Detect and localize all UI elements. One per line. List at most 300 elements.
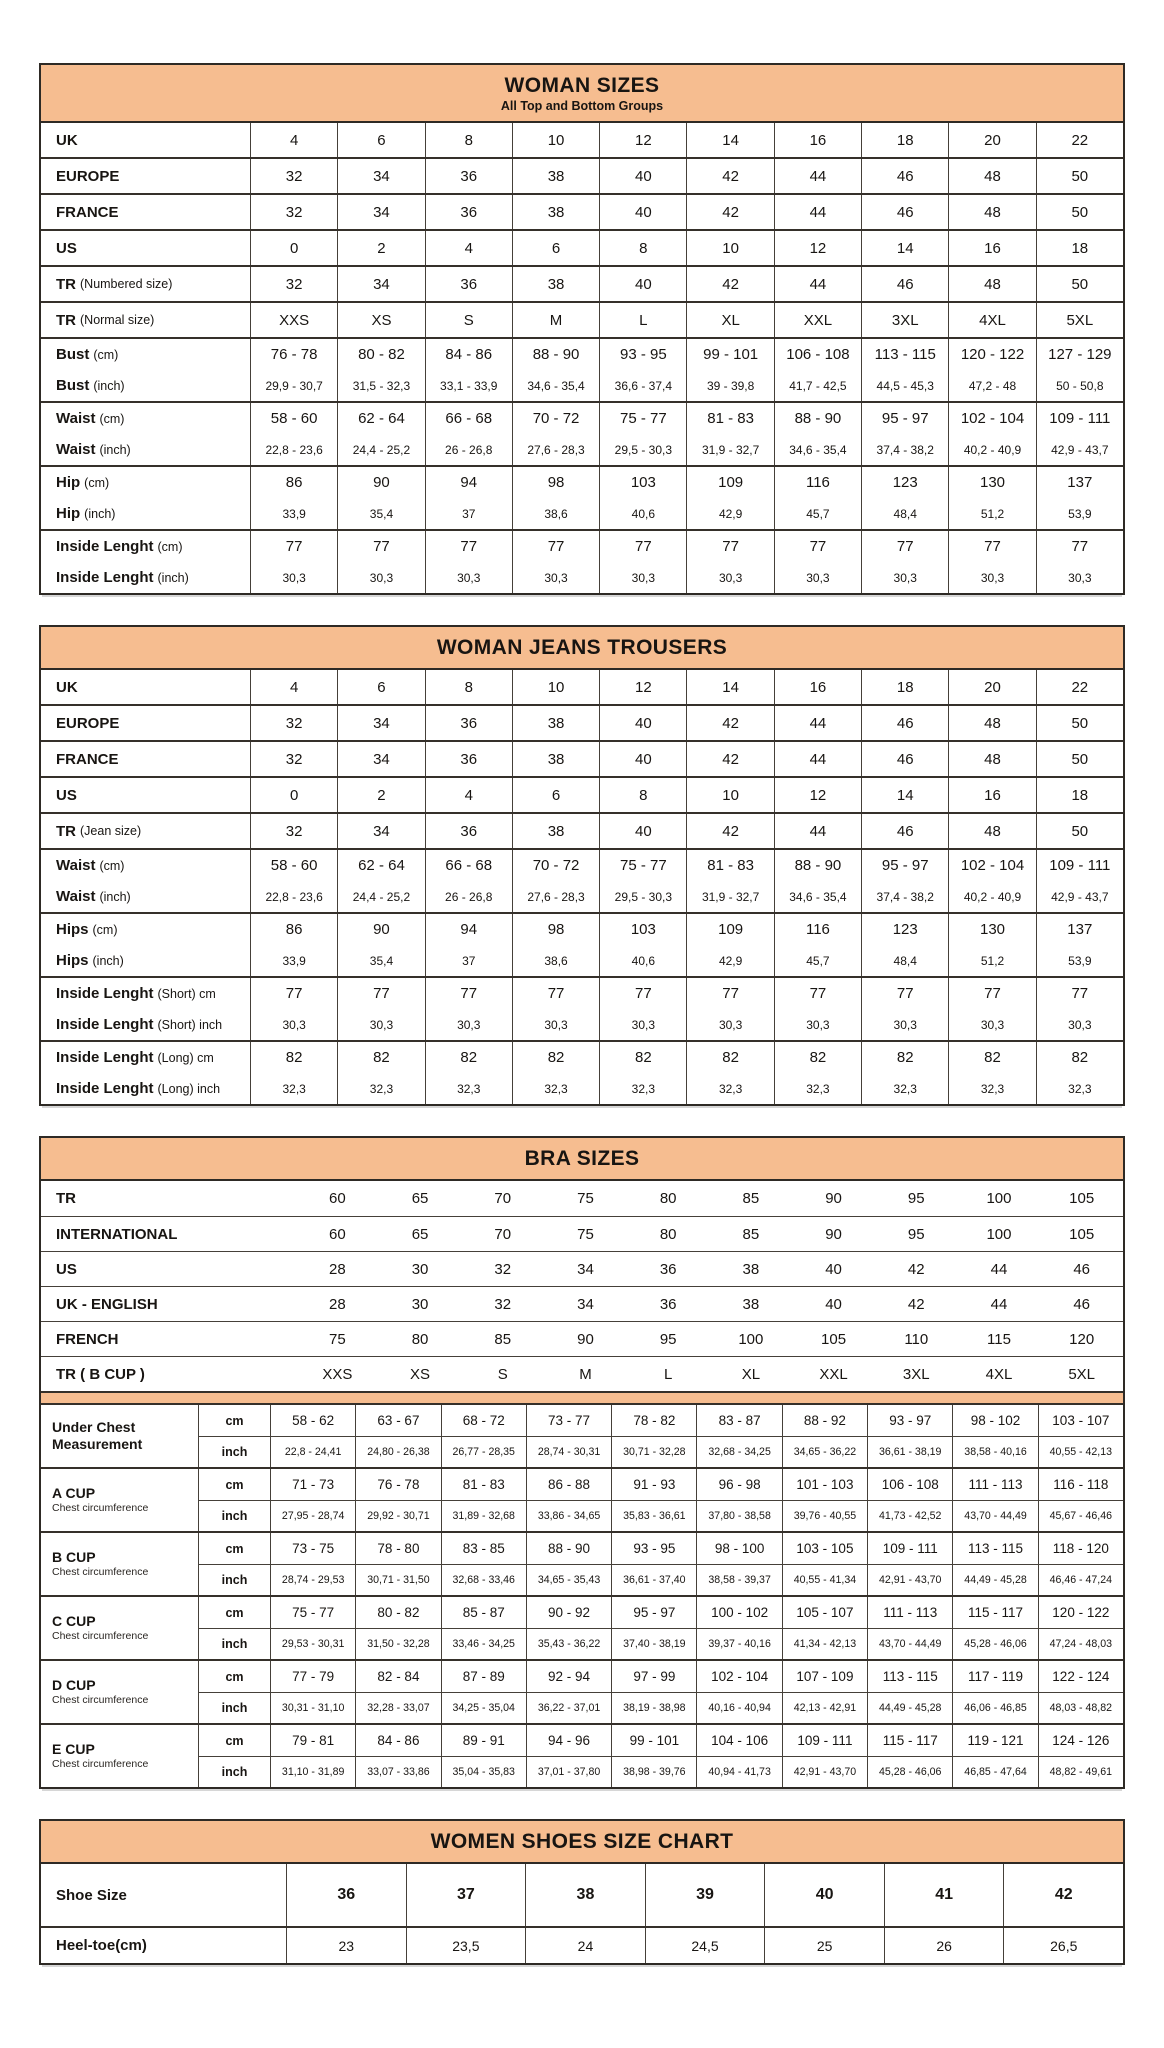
size-value: 60 — [329, 1225, 346, 1243]
size-value: 88 - 90 — [527, 1533, 612, 1564]
size-column — [600, 339, 687, 401]
size-column — [687, 467, 774, 529]
cup-rows — [199, 1661, 1123, 1723]
size-value: 40 — [634, 203, 652, 221]
size-column — [338, 467, 425, 529]
size-value: 34,6 - 35,4 — [527, 378, 585, 393]
size-value: 98 — [547, 921, 565, 938]
size-value: 105 — [821, 1330, 847, 1348]
size-value: 32,3 — [282, 1081, 306, 1096]
size-value: 94 — [460, 921, 478, 938]
size-value: 44 — [990, 1295, 1008, 1313]
size-value: 90 — [825, 1190, 842, 1207]
size-value: 43,70 - 44,49 — [953, 1501, 1038, 1531]
size-value: 26 - 26,8 — [445, 889, 493, 904]
size-value: 82 — [722, 1049, 739, 1066]
size-value: 83 - 87 — [697, 1405, 782, 1436]
size-column — [1037, 267, 1123, 301]
size-value: 94 — [460, 474, 478, 491]
size-value: 78 - 80 — [356, 1533, 441, 1564]
size-value: 40,55 - 42,13 — [1049, 1446, 1113, 1458]
size-value: 39 - 39,8 — [706, 378, 755, 393]
size-column — [949, 670, 1036, 704]
shoes-size-title: WOMEN SHOES SIZE CHART — [430, 1830, 734, 1853]
size-column — [251, 778, 338, 812]
size-value: 40 — [825, 1295, 842, 1313]
size-value: 50 — [1071, 750, 1089, 768]
size-value: 32,3 — [369, 1081, 394, 1096]
size-value: 37 — [462, 953, 476, 968]
size-value: 8 — [639, 786, 648, 804]
size-value: 46 — [896, 822, 914, 840]
size-value: 34,65 - 36,22 — [783, 1437, 868, 1467]
size-value: 38 — [547, 275, 565, 293]
size-value: 30,3 — [369, 570, 394, 585]
size-value: 36 — [659, 1260, 677, 1278]
size-column — [600, 467, 687, 529]
row-label-text: TR (Normal size) — [56, 311, 155, 329]
size-value: 31,10 - 31,89 — [271, 1757, 356, 1787]
size-value: 65 — [411, 1190, 429, 1207]
size-column — [338, 670, 425, 704]
size-value: 40 — [764, 1864, 884, 1926]
size-column — [687, 123, 774, 157]
size-value: 44 — [809, 275, 827, 293]
size-column — [862, 706, 949, 740]
row-label — [41, 706, 251, 740]
size-value: 28 — [329, 1260, 346, 1278]
size-value: 29,5 - 30,3 — [614, 889, 673, 904]
size-value: 86 — [285, 474, 303, 491]
row-label — [41, 670, 251, 704]
size-column — [775, 231, 862, 265]
size-column — [1037, 403, 1123, 465]
size-value: 48 — [984, 275, 1001, 293]
size-column — [426, 159, 513, 193]
size-value: 14 — [722, 678, 739, 696]
size-value: 103 — [630, 474, 656, 491]
size-value: 42,9 - 43,7 — [1051, 889, 1109, 904]
size-value: 3XL — [902, 1365, 930, 1383]
jeans-trousers-body — [41, 670, 1123, 1104]
size-column — [600, 670, 687, 704]
size-row-group — [41, 529, 1123, 593]
size-column — [600, 814, 687, 848]
size-column — [862, 403, 949, 465]
size-value: 60 — [329, 1190, 346, 1207]
size-row-group — [41, 465, 1123, 529]
size-value: 85 — [494, 1330, 512, 1348]
size-value: 48,4 — [893, 506, 917, 521]
size-value: 77 — [1071, 538, 1089, 555]
size-value: 30,3 — [1068, 1017, 1092, 1032]
size-column — [949, 123, 1036, 157]
row-label-text: TR (Numbered size) — [56, 275, 173, 293]
size-value: 14 — [722, 131, 739, 149]
size-column — [687, 670, 774, 704]
size-value: 33,07 - 33,86 — [356, 1757, 441, 1787]
row-label — [41, 814, 251, 848]
cup-label-text: A CUP — [52, 1485, 96, 1501]
size-value: 6 — [551, 239, 561, 257]
bra-conversion-row — [41, 1181, 1123, 1216]
cup-label-text: E CUP — [52, 1741, 95, 1757]
size-value: 98 - 102 — [953, 1405, 1038, 1436]
size-value: 22,8 - 24,41 — [271, 1437, 356, 1467]
size-value: L — [663, 1365, 673, 1383]
size-column — [513, 339, 600, 401]
size-value: 35,4 — [369, 506, 394, 521]
size-value: 18 — [1071, 786, 1089, 804]
row-label — [41, 742, 251, 776]
size-value: XXS — [279, 311, 310, 329]
shoe-size-row — [41, 1864, 1123, 1926]
size-value: 30,3 — [457, 570, 481, 585]
size-value: 44 — [809, 203, 827, 221]
size-value: 26,5 — [1003, 1928, 1123, 1963]
size-value: 42,91 - 43,70 — [868, 1565, 953, 1595]
size-value: 87 - 89 — [442, 1661, 527, 1692]
size-column — [949, 467, 1036, 529]
size-value: 30,3 — [718, 570, 743, 585]
size-column — [687, 814, 774, 848]
size-value: 75 - 77 — [619, 410, 667, 427]
size-value: 42,91 - 43,70 — [783, 1757, 868, 1787]
size-value: 35,43 - 36,22 — [527, 1629, 612, 1659]
unit-label: cm — [199, 1533, 271, 1564]
size-column — [687, 742, 774, 776]
size-value: 6 — [551, 786, 561, 804]
row-label: Heel-toe (cm) — [56, 1937, 147, 1954]
size-value: XS — [410, 1365, 431, 1383]
size-column — [687, 195, 774, 229]
size-value: 30,3 — [980, 1017, 1005, 1032]
size-value: 30,3 — [544, 570, 568, 585]
row-label-text: FRANCE — [56, 203, 119, 221]
size-value: 10 — [722, 786, 739, 804]
size-value: 75 - 77 — [619, 857, 667, 874]
size-column — [251, 467, 338, 529]
row-label-text: Bust (cm) — [56, 346, 119, 363]
row-label: US — [56, 1260, 77, 1278]
size-value: 45,7 — [806, 953, 830, 968]
size-column — [949, 267, 1036, 301]
size-value: 34 — [373, 167, 390, 185]
size-column — [862, 267, 949, 301]
size-value: 42,13 - 42,91 — [783, 1693, 868, 1723]
row-label-text: Inside Lenght (Short) inch — [56, 1016, 223, 1033]
size-value: 46 — [896, 203, 914, 221]
size-value: 22 — [1071, 678, 1089, 696]
size-column — [251, 123, 338, 157]
size-value: 48,82 - 49,61 — [1049, 1766, 1113, 1778]
size-value: 109 - 111 — [1049, 857, 1111, 874]
row-label-text: Inside Lenght (inch) — [56, 569, 189, 586]
size-value: 34,6 - 35,4 — [789, 889, 847, 904]
size-column — [949, 159, 1036, 193]
size-column — [513, 850, 600, 912]
size-value: M — [579, 1365, 592, 1383]
size-value: 28 — [329, 1295, 346, 1313]
size-row-group — [41, 740, 1123, 776]
size-column — [775, 914, 862, 976]
size-value: XS — [371, 311, 392, 329]
size-value: 5XL — [1068, 1365, 1096, 1383]
size-value: 16 — [984, 786, 1001, 804]
size-column — [251, 914, 338, 976]
size-value: 32,3 — [893, 1081, 917, 1096]
woman-sizes-body — [41, 123, 1123, 593]
size-value: 93 - 95 — [619, 346, 667, 363]
size-value: 36,22 - 37,01 — [527, 1693, 612, 1723]
size-value: 26,77 - 28,35 — [442, 1437, 527, 1467]
size-value: 40,55 - 41,34 — [783, 1565, 868, 1595]
size-value: 26 - 26,8 — [445, 442, 493, 457]
size-value: 41,34 - 42,13 — [783, 1629, 868, 1659]
size-value: 46,85 - 47,64 — [953, 1757, 1038, 1787]
size-value: 90 — [825, 1225, 842, 1243]
size-value: 137 — [1067, 921, 1093, 938]
size-column — [775, 267, 862, 301]
size-column — [426, 195, 513, 229]
size-column — [949, 814, 1036, 848]
cup-label-text: C CUP — [52, 1613, 96, 1629]
size-column — [426, 403, 513, 465]
size-value: 37,4 - 38,2 — [876, 442, 934, 457]
size-row-group — [41, 704, 1123, 740]
row-label-text: Hip (inch) — [56, 505, 116, 522]
size-row-group — [41, 976, 1123, 1040]
size-value: 30,3 — [1068, 570, 1092, 585]
size-value: 99 - 101 — [703, 346, 759, 363]
cup-measurement-row — [199, 1661, 1123, 1692]
size-column — [338, 231, 425, 265]
size-value: 105 - 107 — [783, 1597, 868, 1628]
size-value: 73 - 77 — [527, 1405, 612, 1436]
unit-label: inch — [199, 1629, 271, 1659]
size-column — [949, 978, 1036, 1040]
size-value: 40 — [634, 275, 652, 293]
size-value: 28,74 - 29,53 — [271, 1565, 356, 1595]
row-label — [41, 914, 251, 976]
size-column — [600, 914, 687, 976]
unit-label: cm — [199, 1597, 271, 1628]
size-value: 66 - 68 — [445, 857, 493, 874]
size-value: 30,71 - 32,28 — [612, 1437, 697, 1467]
size-value: 32 — [494, 1295, 512, 1313]
size-value: 80 — [659, 1190, 677, 1207]
size-value: 106 - 108 — [786, 346, 850, 363]
row-label-text: Inside Lenght (Short) cm — [56, 985, 216, 1002]
row-label: TR — [56, 1190, 76, 1207]
size-value: 93 - 95 — [612, 1533, 697, 1564]
size-column — [862, 531, 949, 593]
size-value: 42 — [722, 822, 739, 840]
size-value: 6 — [377, 678, 386, 696]
size-value: 76 - 78 — [356, 1469, 441, 1500]
size-value: 82 — [1071, 1049, 1089, 1066]
size-value: 22,8 - 23,6 — [265, 442, 323, 457]
size-value: 24,4 - 25,2 — [352, 889, 411, 904]
size-value: 24,80 - 26,38 — [356, 1437, 441, 1467]
size-row-group — [41, 229, 1123, 265]
size-value: 42,9 — [718, 506, 743, 521]
size-value: 38 — [547, 750, 565, 768]
size-value: L — [639, 311, 648, 329]
size-value: 4XL — [985, 1365, 1013, 1383]
size-value: 32 — [285, 750, 303, 768]
size-value: 82 — [984, 1049, 1001, 1066]
row-label — [41, 467, 251, 529]
size-value: 29,92 - 30,71 — [356, 1501, 441, 1531]
size-value: 81 - 83 — [442, 1469, 527, 1500]
size-column — [338, 339, 425, 401]
size-column — [687, 531, 774, 593]
size-value: 82 — [285, 1049, 303, 1066]
size-value: 20 — [984, 678, 1001, 696]
size-row-group — [41, 812, 1123, 848]
size-column — [600, 267, 687, 301]
size-value: 76 - 78 — [270, 346, 318, 363]
size-column — [862, 1042, 949, 1104]
size-value: XXL — [803, 311, 833, 329]
row-label-text: UK — [56, 131, 78, 149]
cup-rows — [199, 1725, 1123, 1787]
size-value: 100 — [738, 1330, 764, 1348]
row-label — [41, 159, 251, 193]
size-value: 77 — [460, 985, 478, 1002]
cup-label-text: D CUP — [52, 1677, 96, 1693]
size-column — [513, 978, 600, 1040]
size-column — [862, 231, 949, 265]
size-column — [775, 195, 862, 229]
size-value: 36 — [286, 1864, 406, 1926]
size-value: 40,2 - 40,9 — [963, 889, 1022, 904]
size-value: 6 — [377, 131, 386, 149]
size-column — [949, 531, 1036, 593]
size-value: 40 — [634, 167, 652, 185]
size-value: 30 — [411, 1295, 429, 1313]
size-column — [775, 159, 862, 193]
size-value: 77 — [547, 538, 565, 555]
size-value: 22 — [1071, 131, 1089, 149]
size-value: 109 - 111 — [1049, 410, 1111, 427]
size-value: 32,28 - 33,07 — [356, 1693, 441, 1723]
size-value: 130 — [980, 921, 1006, 938]
size-value: 29,5 - 30,3 — [614, 442, 673, 457]
size-value: 105 — [1069, 1225, 1095, 1243]
size-value: 95 — [907, 1225, 925, 1243]
row-label-text: Hip (cm) — [56, 474, 110, 491]
size-column — [513, 267, 600, 301]
size-value: 34,65 - 35,43 — [527, 1565, 612, 1595]
size-value: 36 — [460, 275, 478, 293]
size-column — [426, 267, 513, 301]
row-label-text: Hips (cm) — [56, 921, 118, 938]
size-value: 33,9 — [282, 953, 306, 968]
size-column — [426, 978, 513, 1040]
size-value: 32,3 — [980, 1081, 1005, 1096]
size-value: 123 — [892, 921, 918, 938]
row-label — [41, 267, 251, 301]
size-column — [775, 978, 862, 1040]
size-column — [338, 123, 425, 157]
size-value: 45,28 - 46,06 — [868, 1757, 953, 1787]
size-value: 33,9 — [282, 506, 306, 521]
size-row-group — [41, 401, 1123, 465]
size-value: 32 — [285, 275, 303, 293]
size-value: S — [497, 1365, 508, 1383]
size-column — [687, 303, 774, 337]
size-value: 77 — [285, 538, 303, 555]
cup-label — [41, 1533, 199, 1595]
size-value: 42 — [722, 714, 739, 732]
size-value: 3XL — [891, 311, 919, 329]
size-column — [775, 778, 862, 812]
cup-sublabel-text: Chest circumference — [52, 1566, 149, 1578]
cup-measurement-row — [199, 1628, 1123, 1659]
size-value: 80 — [411, 1330, 429, 1348]
woman-sizes-table — [39, 63, 1125, 595]
size-column — [426, 531, 513, 593]
row-label-text: Waist (cm) — [56, 857, 125, 874]
shoes-size-table — [39, 1819, 1125, 1965]
size-value: 41,7 - 42,5 — [789, 378, 847, 393]
row-label — [41, 195, 251, 229]
row-label-text: UK — [56, 678, 78, 696]
size-value: 38 — [547, 822, 565, 840]
size-value: 30,3 — [980, 570, 1005, 585]
size-value: 35,4 — [369, 953, 394, 968]
size-value: 75 - 77 — [271, 1597, 356, 1628]
size-row-group — [41, 848, 1123, 912]
size-value: 18 — [896, 131, 914, 149]
size-value: 116 — [805, 474, 830, 491]
size-value: 22,8 - 23,6 — [265, 889, 323, 904]
bra-sizes-title: BRA SIZES — [524, 1147, 640, 1170]
size-value: 58 - 62 — [271, 1405, 356, 1436]
size-value: 10 — [547, 131, 565, 149]
size-value: 80 - 82 — [358, 346, 405, 363]
size-value: 37,4 - 38,2 — [876, 889, 934, 904]
size-value: 8 — [464, 678, 473, 696]
size-value: 50 — [1071, 275, 1089, 293]
size-value: 42 — [722, 167, 739, 185]
size-value: 37 — [406, 1864, 526, 1926]
size-value: 83 - 85 — [442, 1533, 527, 1564]
size-value: 12 — [809, 786, 827, 804]
size-value: 38 — [742, 1295, 760, 1313]
size-value: 2 — [377, 239, 386, 257]
row-label-text: Bust (inch) — [56, 377, 125, 394]
row-label: FRENCH — [56, 1330, 119, 1348]
size-value: 10 — [722, 239, 739, 257]
size-value: 96 - 98 — [697, 1469, 782, 1500]
size-value: 100 - 102 — [697, 1597, 782, 1628]
size-value: 30,3 — [282, 1017, 306, 1032]
size-column — [251, 403, 338, 465]
cup-measurement-row — [199, 1436, 1123, 1467]
size-column — [338, 1042, 425, 1104]
size-value: 41 — [884, 1864, 1004, 1926]
size-value: 50 — [1071, 203, 1089, 221]
size-value: 103 - 105 — [783, 1533, 868, 1564]
size-value: 118 - 120 — [1052, 1541, 1109, 1556]
size-column — [687, 778, 774, 812]
size-column — [513, 670, 600, 704]
size-value: 4 — [289, 131, 299, 149]
size-value: 110 — [904, 1330, 929, 1348]
